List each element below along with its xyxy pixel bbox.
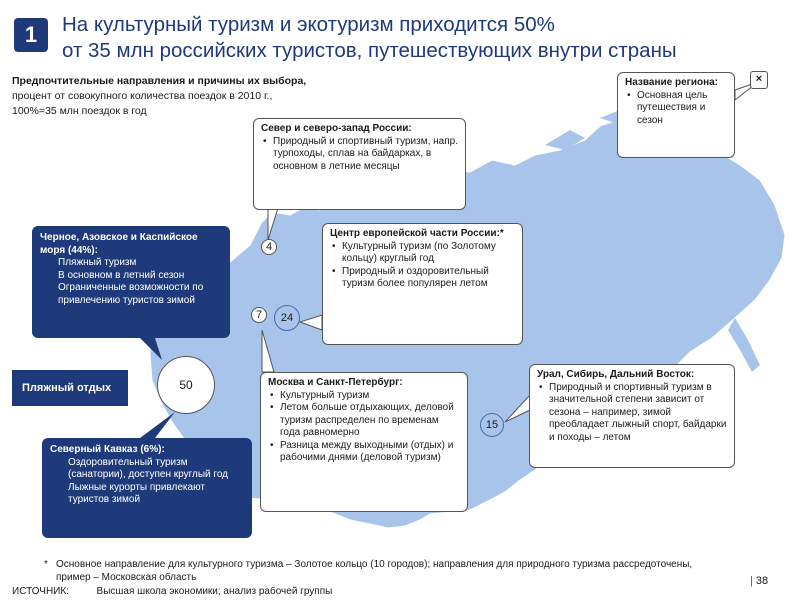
title-line-1: На культурный туризм и экотуризм приходится 50% bbox=[62, 13, 555, 36]
moscow-callout bbox=[260, 372, 468, 512]
caucasus-callout-line-1: Оздоровительный туризм (санатории), доступен круглый год bbox=[68, 456, 229, 480]
north-callout bbox=[253, 118, 466, 210]
footnote-marker: * bbox=[44, 559, 48, 570]
legend-title: Название региона: bbox=[625, 77, 719, 88]
beach-label: Пляжный отдых bbox=[12, 370, 128, 406]
north-share-circle: 4 bbox=[261, 239, 277, 255]
center-share-circle: 24 bbox=[274, 305, 300, 331]
moscow-callout-item-2: • Летом больше отдыхающих, деловой туризм распределен по временам года равномерно bbox=[280, 402, 460, 440]
center-callout-item-1: • Культурный туризм (по Золотому кольцу) круглый год bbox=[342, 241, 515, 266]
legend-list bbox=[625, 90, 727, 128]
caucasus-callout-line-2: Лыжные курорты привлекают туристов зимой bbox=[68, 481, 205, 505]
east-callout-title: Урал, Сибирь, Дальний Восток: bbox=[537, 369, 695, 380]
moscow-share-circle: 7 bbox=[251, 307, 267, 323]
page-number-value: 38 bbox=[755, 575, 769, 587]
north-callout-title: Север и северо-запад России: bbox=[261, 123, 412, 134]
east-callout bbox=[529, 364, 735, 468]
center-callout-title: Центр европейской части России:* bbox=[330, 228, 504, 239]
east-callout-list bbox=[537, 382, 727, 445]
caucasus-callout bbox=[42, 438, 252, 538]
caucasus-callout-title: Северный Кавказ (6%): bbox=[50, 444, 165, 455]
center-callout-item-2: • Природный и оздоровительный туризм более популярен летом bbox=[342, 266, 515, 291]
subtitle bbox=[12, 74, 306, 119]
north-callout-item: • Природный и спортивный туризм, напр. турпоходы, сплав на байдарках, в основном в летние месяцы bbox=[273, 136, 458, 174]
east-share-circle: 15 bbox=[480, 413, 504, 437]
moscow-callout-item-3: • Разница между выходными (отдых) и рабочими днями (деловой туризм) bbox=[280, 440, 460, 465]
kamchatka-shape bbox=[728, 318, 760, 372]
source-line bbox=[12, 586, 332, 597]
subtitle-line-2: процент от совокупного количества поездок в 2010 г., bbox=[12, 90, 273, 102]
footnote bbox=[44, 558, 726, 584]
footnote-text: Основное направление для культурного туризма – Золотое кольцо (10 городов); направления для природного туризма рассредоточены, пример – Московская область bbox=[56, 559, 693, 583]
sea-callout-title: Черное, Азовское и Каспийское моря (44%): bbox=[40, 232, 198, 256]
legend-item: • Основная цель путешествия и сезон bbox=[637, 90, 727, 128]
page-title bbox=[62, 12, 677, 64]
sea-callout-line-3: Ограниченные возможности по привлечению туристов зимой bbox=[58, 282, 204, 306]
sea-callout bbox=[32, 226, 230, 338]
moscow-callout-list bbox=[268, 390, 460, 465]
page-separator: | bbox=[750, 575, 753, 587]
close-icon[interactable]: × bbox=[750, 71, 768, 89]
east-callout-item: • Природный и спортивный туризм в значительной степени зависит от сезона – например, зимой преобладает лыжный спорт, байдарки и походы – летом bbox=[549, 382, 727, 445]
sea-callout-line-1: Пляжный туризм bbox=[58, 257, 137, 268]
beach-share-circle: 50 bbox=[157, 356, 215, 414]
source-text: Высшая школа экономики; анализ рабочей группы bbox=[96, 586, 333, 597]
source-label: ИСТОЧНИК: bbox=[12, 586, 69, 597]
slide-number-badge: 1 bbox=[14, 18, 48, 52]
center-callout-list bbox=[330, 241, 515, 291]
sea-callout-line-2: В основном в летний сезон bbox=[58, 269, 185, 281]
center-callout bbox=[322, 223, 523, 345]
north-callout-list bbox=[261, 136, 458, 174]
moscow-callout-title: Москва и Санкт-Петербург: bbox=[268, 377, 403, 388]
legend-callout bbox=[617, 72, 735, 158]
title-line-2: от 35 млн российских туристов, путешествующих внутри страны bbox=[62, 39, 677, 62]
subtitle-line-3: 100%=35 млн поездок в год bbox=[12, 105, 147, 117]
page-number bbox=[750, 575, 768, 587]
subtitle-line-1: Предпочтительные направления и причины их выбора, bbox=[12, 75, 307, 87]
moscow-callout-item-1: • Культурный туризм bbox=[280, 390, 460, 403]
